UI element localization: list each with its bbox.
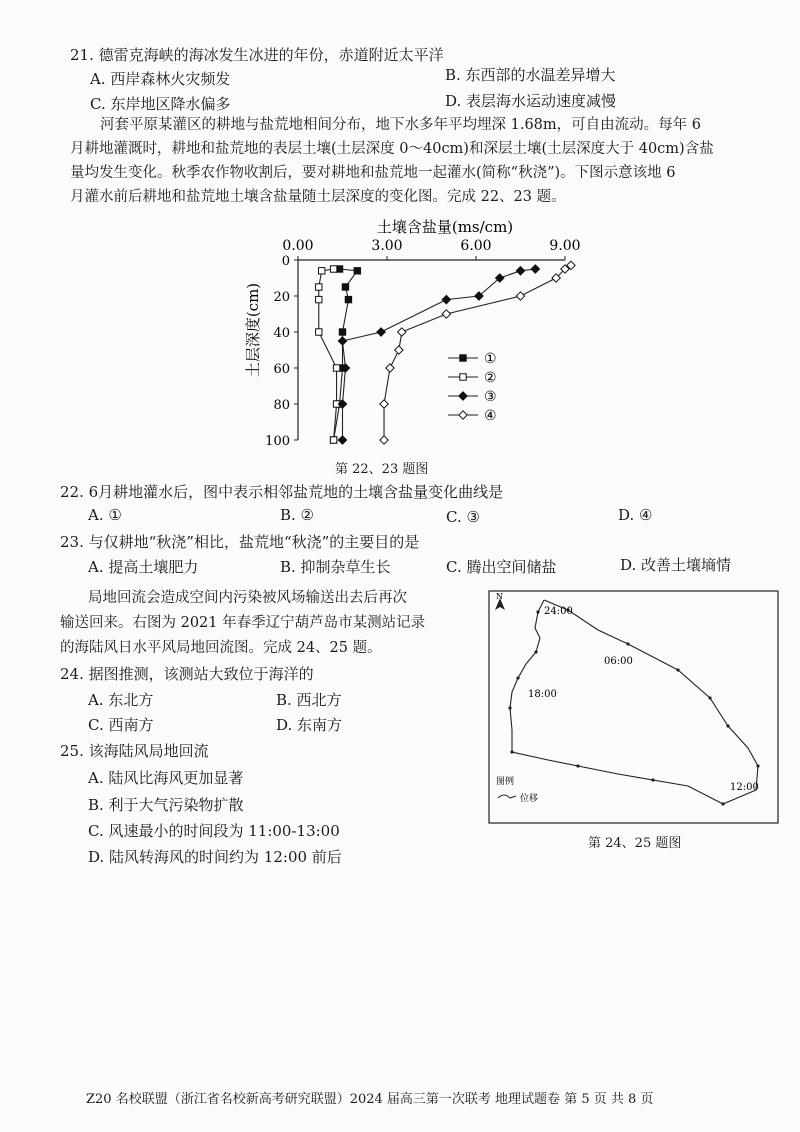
legend-label-4: ④ [484,408,497,424]
chart1-caption: 第 22、23 题图 [335,462,429,477]
series-4-point [395,346,403,354]
series-1-point [342,284,348,290]
q24-option-d: D. 东南方 [276,716,343,734]
passage2 [60,586,425,661]
series-1-point [345,296,351,302]
legend-label-3: ③ [484,389,497,405]
q21-option-d: D. 表层海水运动速度减慢 [445,92,617,110]
q25-option-b: B. 利于大气污染物扩散 [88,796,244,814]
series-line-1 [334,269,358,440]
time-label-0600: 06:00 [604,656,633,667]
displacement-legend-icon [498,795,516,798]
y-tick-label: 80 [273,398,290,413]
passage1 [70,113,714,209]
passage1-line-1: 河套平原某灌区的耕地与盐荒地相间分布，地下水多年平均埋深 1.68m，可自由流动。每年 6 [100,117,701,133]
x-tick-label: 0.00 [282,238,314,254]
time-label-2400: 24:00 [544,606,573,617]
x-tick-label: 6.00 [460,238,492,254]
q22-option-c: C. ③ [446,508,480,526]
q25-option-c: C. 风速最小的时间段为 11:00-13:00 [88,822,340,840]
trajectory-path [510,600,758,804]
q24-option-a: A. 东北方 [88,691,154,709]
y-tick-label: 20 [273,290,290,305]
q22-option-a: A. ① [88,506,122,524]
series-3-point [377,328,385,336]
series-2-point [316,296,322,302]
series-4-point [442,310,450,318]
wind-trajectory-map [488,590,780,826]
legend-marker-2 [460,374,466,380]
svg-text:N: N [496,592,503,601]
q21-option-c: C. 东岸地区降水偏多 [90,95,231,113]
time-label-1200: 12:00 [730,782,759,793]
chart-title: 土壤含盐量(ms/cm) [376,218,514,236]
passage1-line-3: 量均发生变化。秋季农作物收割后，要对耕地和盐荒地一起灌水(简称“秋浇”)。下图示意该地 6 [70,165,676,181]
soil-salinity-chart [230,212,610,474]
q23-option-b: B. 抑制杂草生长 [280,558,391,576]
passage1-line-4: 月灌水前后耕地和盐荒地土壤含盐量随土层深度的变化图。完成 22、23 题。 [70,189,566,205]
series-line-4 [384,265,571,440]
passage2-line-2: 输送回来。右图为 2021 年春季辽宁葫芦岛市某测站记录 [60,615,426,631]
series-2-point [316,329,322,335]
y-tick-label: 40 [273,326,290,341]
passage2-line-1: 局地回流会造成空间内污染被风场输送出去后再次 [88,590,407,606]
legend-marker-4 [459,411,467,419]
series-line-2 [319,269,337,440]
q21-option-b: B. 东西部的水温差异增大 [445,66,616,84]
legend-label-2: ② [484,370,497,386]
y-tick-label: 100 [265,434,290,449]
passage1-line-2: 月耕地灌溉时，耕地和盐荒地的表层土壤(土层深度 0～40cm)和深层土壤(土层深度大于 40cm)含盐 [70,141,714,157]
q24-option-c: C. 西南方 [88,716,154,734]
series-4-point [380,436,388,444]
q21-stem: 21. 德雷克海峡的海冰发生冰进的年份，赤道附近太平洋 [70,46,444,64]
series-2-point [316,284,322,290]
q23-option-d: D. 改善土壤墒情 [620,556,732,574]
trajectory-dots [508,608,759,805]
series-3-point [442,295,450,303]
series-1-point [339,329,345,335]
series-3-point [338,337,346,345]
passage2-line-3: 的海陆风日水平风局地回流图。完成 24、25 题。 [60,640,382,656]
series-2-point [330,437,336,443]
page-footer: Z20 名校联盟（浙江省名校新高考研究联盟）2024 届高三第一次联考 地理试题卷 第 5 页 共 8 页 [86,1092,654,1107]
series-2-point [333,365,339,371]
y-axis-label: 土层深度(cm) [244,282,262,378]
q24-option-b: B. 西北方 [276,691,342,709]
q23-stem: 23. 与仅耕地“秋浇”相比，盐荒地“秋浇”的主要目的是 [60,533,420,551]
q25-option-d: D. 陆风转海风的时间约为 12:00 前后 [88,848,342,866]
x-tick-label: 3.00 [371,238,403,254]
legend-label-1: ① [484,351,497,367]
map-legend-item: 位移 [520,794,539,804]
series-4-point [516,292,524,300]
x-tick-label: 9.00 [549,238,581,254]
legend-marker-3 [459,392,467,400]
q22-stem: 22. 6月耕地灌水后，图中表示相邻盐荒地的土壤含盐量变化曲线是 [60,483,504,501]
series-2-point [319,268,325,274]
series-4-point [386,364,394,372]
series-line-3 [343,269,536,440]
series-3-point [338,436,346,444]
series-4-point [398,328,406,336]
q22-option-d: D. ④ [618,506,653,524]
q21-option-a: A. 西岸森林火灾频发 [90,70,231,88]
q22-option-b: B. ② [280,506,315,524]
time-label-1800: 18:00 [528,689,557,700]
series-3-point [516,267,524,275]
q23-option-c: C. 腾出空间储盐 [446,558,557,576]
map-legend-title: 图例 [496,777,515,787]
north-arrow-icon [495,592,505,610]
q25-stem: 25. 该海陆风局地回流 [60,742,209,760]
y-tick-label: 60 [273,362,290,377]
q23-option-a: A. 提高土壤肥力 [88,558,199,576]
y-tick-label: 0 [281,254,290,269]
legend-marker-1 [460,355,466,361]
q24-stem: 24. 据图推测，该测站大致位于海洋的 [60,665,314,683]
series-2-point [330,266,336,272]
series-3-point [531,265,539,273]
series-4-point [380,400,388,408]
q25-option-a: A. 陆风比海风更加显著 [88,769,244,787]
chart2-caption: 第 24、25 题图 [588,836,682,851]
series-1-point [354,268,360,274]
